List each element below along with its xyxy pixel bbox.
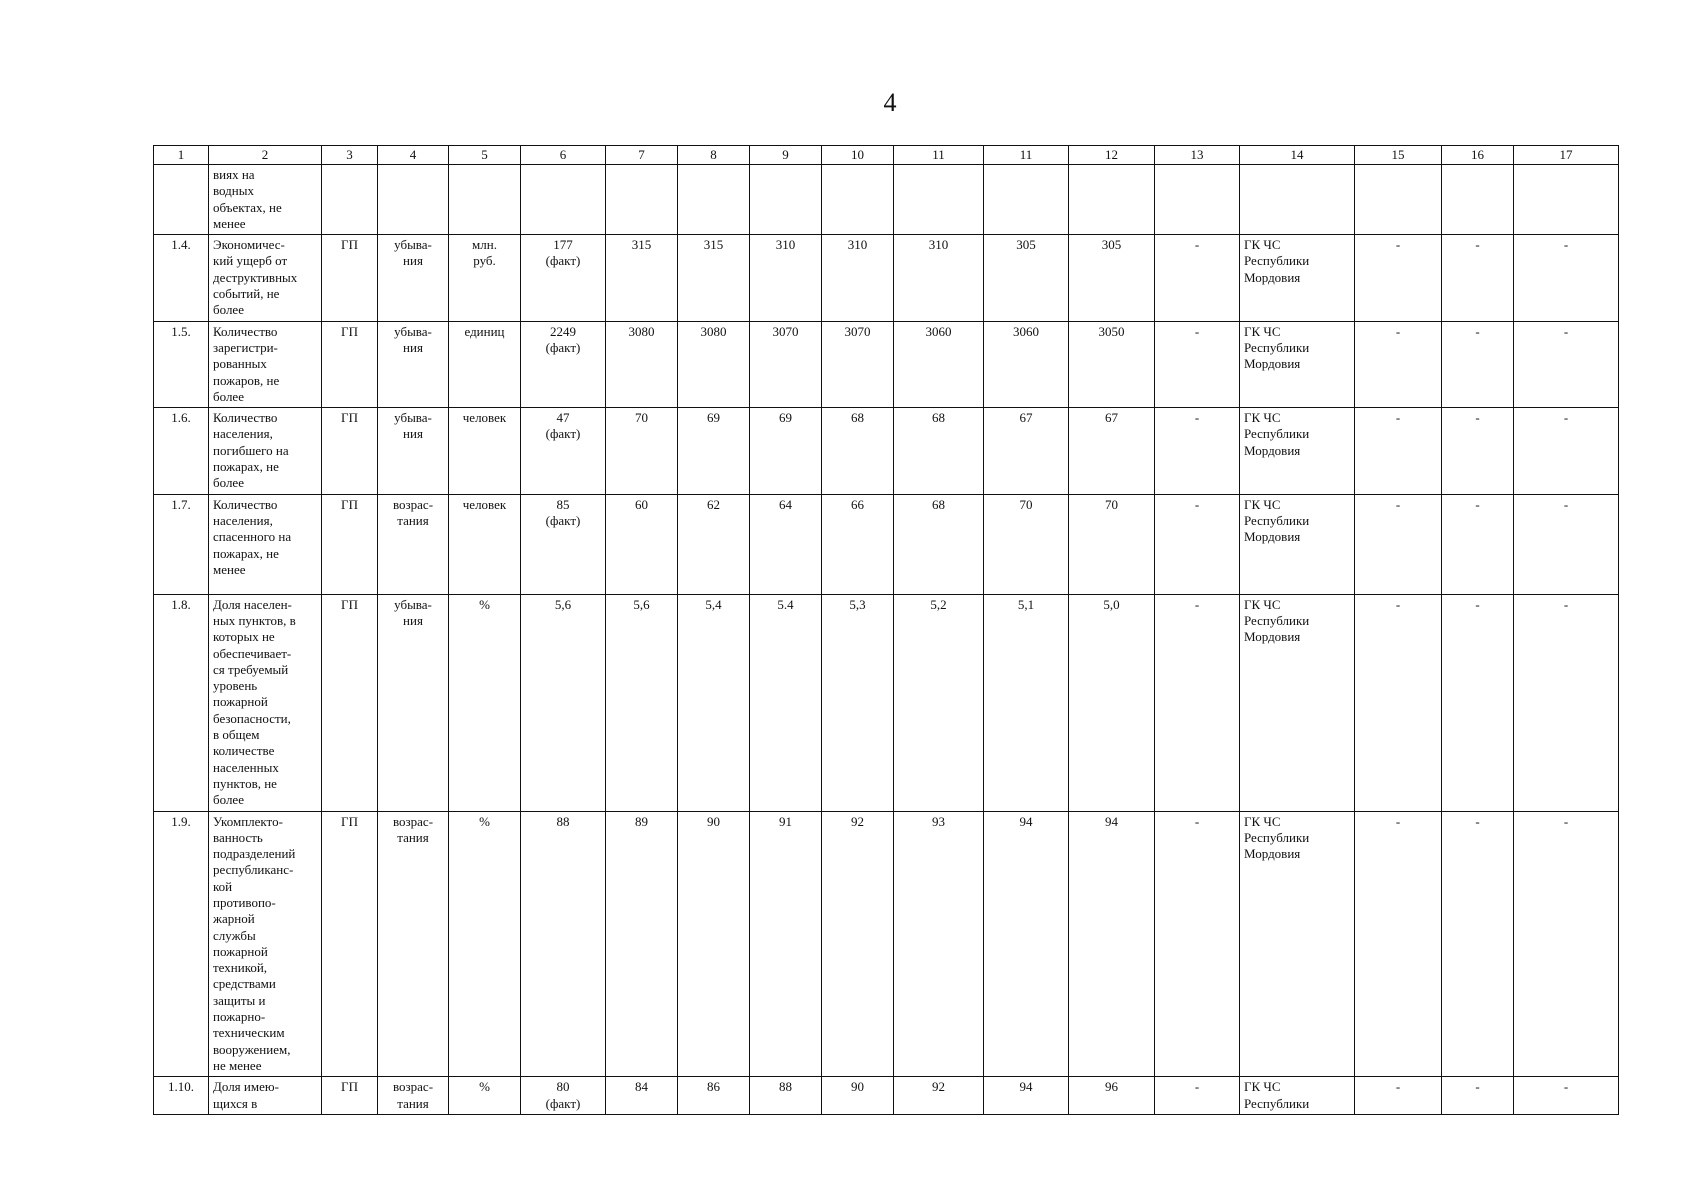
row-number: 1.7. xyxy=(154,494,209,594)
row-number: 1.6. xyxy=(154,408,209,494)
value-col-9: 69 xyxy=(750,408,822,494)
table-body xyxy=(154,165,1619,1115)
value-col-12: 70 xyxy=(1069,494,1155,594)
value-col-8: 69 xyxy=(678,408,750,494)
header-row xyxy=(154,146,1619,165)
value-col-11b: 94 xyxy=(984,811,1069,1077)
value-col-9: 3070 xyxy=(750,321,822,407)
value-col-13: - xyxy=(1155,594,1240,811)
value-col-12: 3050 xyxy=(1069,321,1155,407)
value-col-15: - xyxy=(1355,1077,1442,1115)
unit: % xyxy=(449,811,521,1077)
value-col-16: - xyxy=(1442,494,1514,594)
value-col-13: - xyxy=(1155,811,1240,1077)
value-col-10: 3070 xyxy=(822,321,894,407)
unit: млн. руб. xyxy=(449,235,521,321)
value-col-8: 90 xyxy=(678,811,750,1077)
column-header-13: 12 xyxy=(1069,146,1155,165)
responsible-agency: ГК ЧС Республики Мордовия xyxy=(1240,494,1355,594)
responsible-agency: ГК ЧС Республики Мордовия xyxy=(1240,408,1355,494)
program-type xyxy=(322,165,378,235)
trend-direction: убыва- ния xyxy=(378,235,449,321)
unit: % xyxy=(449,594,521,811)
program-type: ГП xyxy=(322,494,378,594)
column-header-17: 16 xyxy=(1442,146,1514,165)
value-col-11b: 67 xyxy=(984,408,1069,494)
column-header-2: 2 xyxy=(209,146,322,165)
indicators-table xyxy=(153,145,1619,1115)
value-col-7: 70 xyxy=(606,408,678,494)
value-col-9: 64 xyxy=(750,494,822,594)
trend-direction: возрас- тания xyxy=(378,1077,449,1115)
program-type: ГП xyxy=(322,235,378,321)
unit xyxy=(449,165,521,235)
base-value: 2249 (факт) xyxy=(521,321,606,407)
value-col-16: - xyxy=(1442,235,1514,321)
value-col-8: 5,4 xyxy=(678,594,750,811)
value-col-15: - xyxy=(1355,321,1442,407)
value-col-13: - xyxy=(1155,1077,1240,1115)
value-col-13: - xyxy=(1155,235,1240,321)
trend-direction xyxy=(378,165,449,235)
value-col-11a xyxy=(894,165,984,235)
base-value: 5,6 xyxy=(521,594,606,811)
value-col-10: 68 xyxy=(822,408,894,494)
unit: человек xyxy=(449,408,521,494)
value-col-17: - xyxy=(1514,811,1619,1077)
value-col-17: - xyxy=(1514,321,1619,407)
value-col-16: - xyxy=(1442,408,1514,494)
value-col-15: - xyxy=(1355,811,1442,1077)
value-col-11b: 70 xyxy=(984,494,1069,594)
indicator-name: Экономичес- кий ущерб от деструктивных событий, не более xyxy=(209,235,322,321)
responsible-agency: ГК ЧС Республики xyxy=(1240,1077,1355,1115)
column-header-5: 5 xyxy=(449,146,521,165)
value-col-10 xyxy=(822,165,894,235)
value-col-17: - xyxy=(1514,408,1619,494)
base-value: 80 (факт) xyxy=(521,1077,606,1115)
base-value: 85 (факт) xyxy=(521,494,606,594)
value-col-15: - xyxy=(1355,594,1442,811)
value-col-15: - xyxy=(1355,235,1442,321)
value-col-11a: 68 xyxy=(894,408,984,494)
column-header-11: 11 xyxy=(894,146,984,165)
row-number: 1.10. xyxy=(154,1077,209,1115)
program-type: ГП xyxy=(322,594,378,811)
column-header-9: 9 xyxy=(750,146,822,165)
value-col-9 xyxy=(750,165,822,235)
value-col-9: 91 xyxy=(750,811,822,1077)
page-number: 4 xyxy=(883,88,897,117)
row-number: 1.8. xyxy=(154,594,209,811)
column-header-3: 3 xyxy=(322,146,378,165)
column-header-10: 10 xyxy=(822,146,894,165)
column-header-4: 4 xyxy=(378,146,449,165)
value-col-7 xyxy=(606,165,678,235)
value-col-11a: 310 xyxy=(894,235,984,321)
value-col-16: - xyxy=(1442,594,1514,811)
indicator-name: Доля имею- щихся в xyxy=(209,1077,322,1115)
value-col-7: 315 xyxy=(606,235,678,321)
value-col-13: - xyxy=(1155,321,1240,407)
base-value: 47 (факт) xyxy=(521,408,606,494)
column-header-7: 7 xyxy=(606,146,678,165)
value-col-8: 86 xyxy=(678,1077,750,1115)
value-col-12: 67 xyxy=(1069,408,1155,494)
unit: единиц xyxy=(449,321,521,407)
column-header-15: 14 xyxy=(1240,146,1355,165)
value-col-17: - xyxy=(1514,494,1619,594)
table-header xyxy=(154,146,1619,165)
unit: человек xyxy=(449,494,521,594)
value-col-16 xyxy=(1442,165,1514,235)
trend-direction: убыва- ния xyxy=(378,594,449,811)
value-col-7: 5,6 xyxy=(606,594,678,811)
value-col-8: 315 xyxy=(678,235,750,321)
value-col-12: 94 xyxy=(1069,811,1155,1077)
value-col-7: 84 xyxy=(606,1077,678,1115)
value-col-7: 3080 xyxy=(606,321,678,407)
value-col-12: 5,0 xyxy=(1069,594,1155,811)
indicator-name: виях на водных объектах, не менее xyxy=(209,165,322,235)
value-col-12 xyxy=(1069,165,1155,235)
table-row xyxy=(154,235,1619,321)
column-header-6: 6 xyxy=(521,146,606,165)
value-col-10: 92 xyxy=(822,811,894,1077)
program-type: ГП xyxy=(322,811,378,1077)
column-header-16: 15 xyxy=(1355,146,1442,165)
value-col-9: 310 xyxy=(750,235,822,321)
value-col-8: 62 xyxy=(678,494,750,594)
value-col-15 xyxy=(1355,165,1442,235)
value-col-8 xyxy=(678,165,750,235)
value-col-12: 96 xyxy=(1069,1077,1155,1115)
trend-direction: убыва- ния xyxy=(378,321,449,407)
value-col-11b: 5,1 xyxy=(984,594,1069,811)
trend-direction: возрас- тания xyxy=(378,811,449,1077)
row-number: 1.9. xyxy=(154,811,209,1077)
value-col-7: 89 xyxy=(606,811,678,1077)
indicator-name: Укомплекто- ванность подразделений республиканс- кой противопо- жарной службы пожарной техникой, средствами защиты и пожарно- техническим вооружением, не менее xyxy=(209,811,322,1077)
base-value: 88 xyxy=(521,811,606,1077)
value-col-11b: 94 xyxy=(984,1077,1069,1115)
indicator-name: Количество населения, спасенного на пожарах, не менее xyxy=(209,494,322,594)
value-col-11b xyxy=(984,165,1069,235)
value-col-10: 5,3 xyxy=(822,594,894,811)
table-row xyxy=(154,1077,1619,1115)
value-col-11a: 93 xyxy=(894,811,984,1077)
value-col-11b: 305 xyxy=(984,235,1069,321)
trend-direction: убыва- ния xyxy=(378,408,449,494)
value-col-15: - xyxy=(1355,494,1442,594)
value-col-7: 60 xyxy=(606,494,678,594)
column-header-1: 1 xyxy=(154,146,209,165)
program-type: ГП xyxy=(322,408,378,494)
indicator-name: Доля населен- ных пунктов, в которых не обеспечивает- ся требуемый уровень пожарной безопасности, в общем количестве населенных пунктов, не более xyxy=(209,594,322,811)
program-type: ГП xyxy=(322,321,378,407)
row-number: 1.5. xyxy=(154,321,209,407)
value-col-10: 66 xyxy=(822,494,894,594)
value-col-10: 310 xyxy=(822,235,894,321)
indicator-name: Количество населения, погибшего на пожарах, не более xyxy=(209,408,322,494)
value-col-11a: 3060 xyxy=(894,321,984,407)
column-header-18: 17 xyxy=(1514,146,1619,165)
responsible-agency: ГК ЧС Республики Мордовия xyxy=(1240,594,1355,811)
base-value xyxy=(521,165,606,235)
value-col-13: - xyxy=(1155,494,1240,594)
responsible-agency: ГК ЧС Республики Мордовия xyxy=(1240,235,1355,321)
value-col-13: - xyxy=(1155,408,1240,494)
value-col-16: - xyxy=(1442,1077,1514,1115)
value-col-11a: 68 xyxy=(894,494,984,594)
responsible-agency: ГК ЧС Республики Мордовия xyxy=(1240,321,1355,407)
value-col-16: - xyxy=(1442,811,1514,1077)
value-col-8: 3080 xyxy=(678,321,750,407)
table-row xyxy=(154,321,1619,407)
value-col-12: 305 xyxy=(1069,235,1155,321)
value-col-17: - xyxy=(1514,594,1619,811)
value-col-17: - xyxy=(1514,1077,1619,1115)
trend-direction: возрас- тания xyxy=(378,494,449,594)
table-row xyxy=(154,165,1619,235)
row-number: 1.4. xyxy=(154,235,209,321)
value-col-17 xyxy=(1514,165,1619,235)
value-col-11a: 92 xyxy=(894,1077,984,1115)
value-col-9: 5.4 xyxy=(750,594,822,811)
value-col-10: 90 xyxy=(822,1077,894,1115)
row-number xyxy=(154,165,209,235)
responsible-agency xyxy=(1240,165,1355,235)
value-col-13 xyxy=(1155,165,1240,235)
table-row xyxy=(154,811,1619,1077)
table-row xyxy=(154,594,1619,811)
unit: % xyxy=(449,1077,521,1115)
program-type: ГП xyxy=(322,1077,378,1115)
responsible-agency: ГК ЧС Республики Мордовия xyxy=(1240,811,1355,1077)
table-row xyxy=(154,494,1619,594)
column-header-14: 13 xyxy=(1155,146,1240,165)
value-col-17: - xyxy=(1514,235,1619,321)
value-col-11b: 3060 xyxy=(984,321,1069,407)
indicator-name: Количество зарегистри- рованных пожаров, не более xyxy=(209,321,322,407)
value-col-15: - xyxy=(1355,408,1442,494)
value-col-11a: 5,2 xyxy=(894,594,984,811)
column-header-8: 8 xyxy=(678,146,750,165)
value-col-16: - xyxy=(1442,321,1514,407)
table-row xyxy=(154,408,1619,494)
value-col-9: 88 xyxy=(750,1077,822,1115)
base-value: 177 (факт) xyxy=(521,235,606,321)
column-header-12: 11 xyxy=(984,146,1069,165)
